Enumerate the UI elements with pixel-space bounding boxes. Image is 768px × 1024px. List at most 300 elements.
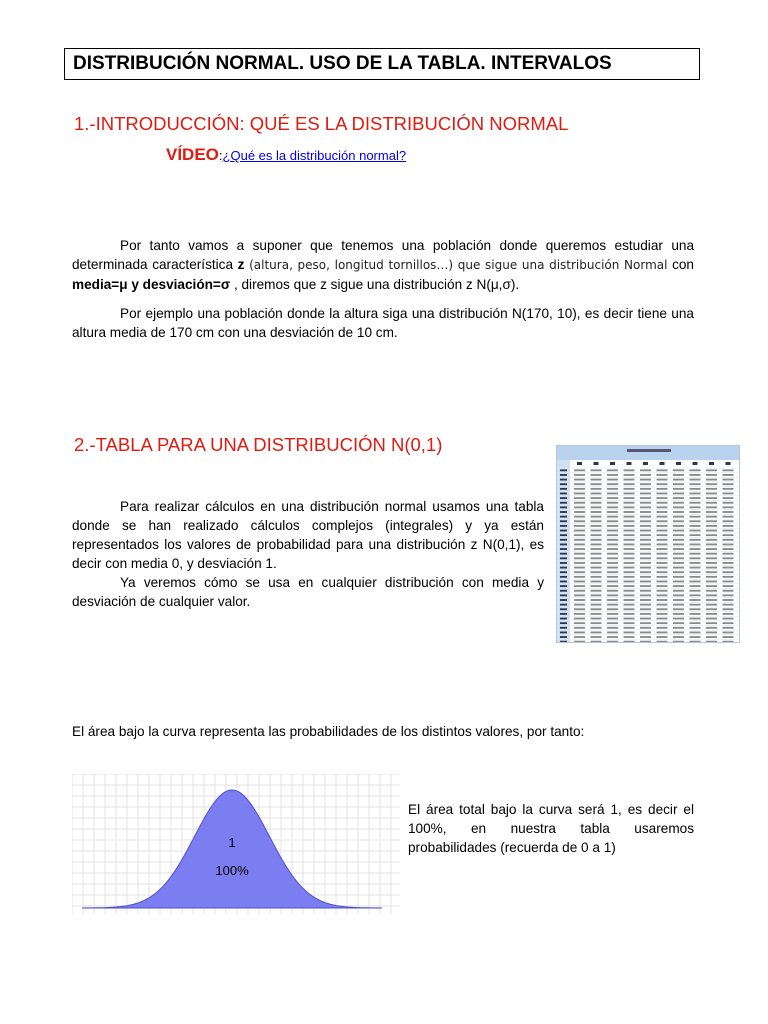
- table-cell-text: [673, 557, 684, 559]
- table-cell-text: [624, 581, 635, 583]
- table-cell-text: [706, 483, 717, 485]
- table-cell-text: [706, 627, 717, 629]
- table-cell-text: [723, 594, 734, 596]
- table-cell-text: [574, 516, 585, 518]
- table-cell-text: [591, 627, 602, 629]
- table-cell-text: [624, 502, 635, 504]
- table-cell-text: [673, 534, 684, 536]
- table-cell-text: [591, 604, 602, 606]
- para1-text-a: Por tanto vamos a suponer que tenemos una población donde queremos estudiar una determinada característica: [72, 238, 694, 272]
- table-cell-text: [624, 641, 635, 643]
- table-cell-text: [624, 613, 635, 615]
- table-cell-text: [657, 493, 668, 495]
- table-cell-text: [690, 483, 701, 485]
- table-cell-text: [624, 548, 635, 550]
- table-cell-text: [640, 571, 651, 573]
- table-row-label: [560, 488, 567, 490]
- table-cell-text: [690, 641, 701, 643]
- table-cell-text: [673, 548, 684, 550]
- table-cell-text: [657, 585, 668, 587]
- table-cell-text: [624, 627, 635, 629]
- table-cell-text: [624, 479, 635, 481]
- table-cell-text: [607, 585, 618, 587]
- table-cell-text: [591, 520, 602, 522]
- table-cell-text: [657, 525, 668, 527]
- table-cell-text: [591, 539, 602, 541]
- table-row-label: [560, 567, 567, 569]
- table-cell-text: [607, 641, 618, 643]
- table-cell-text: [591, 562, 602, 564]
- table-cell-text: [706, 525, 717, 527]
- table-cell-text: [723, 516, 734, 518]
- table-cell-text: [591, 493, 602, 495]
- table-cell-text: [640, 479, 651, 481]
- table-cell-text: [607, 506, 618, 508]
- table-cell-text: [690, 557, 701, 559]
- table-cell-text: [706, 469, 717, 471]
- table-cell-text: [607, 497, 618, 499]
- table-row-label: [560, 525, 567, 527]
- table-cell-text: [723, 506, 734, 508]
- table-row-label: [560, 627, 567, 629]
- table-cell-text: [657, 511, 668, 513]
- table-paragraph-1: [72, 497, 544, 573]
- table-cell-text: [640, 585, 651, 587]
- table-cell-text: [574, 557, 585, 559]
- table-cell-text: [657, 483, 668, 485]
- table-cell-text: [690, 618, 701, 620]
- table-cell-text: [607, 530, 618, 532]
- table-row-label: [560, 516, 567, 518]
- table-cell-text: [690, 469, 701, 471]
- table-cell-text: [591, 585, 602, 587]
- section-2-heading: 2.-TABLA PARA UNA DISTRIBUCIÓN N(0,1): [74, 434, 443, 455]
- table-cell-text: [657, 502, 668, 504]
- table-cell-text: [624, 469, 635, 471]
- table-cell-text: [624, 622, 635, 624]
- table-col-label: [676, 462, 681, 465]
- table-row-label: [560, 474, 567, 476]
- table-cell-text: [723, 493, 734, 495]
- table-cell-text: [574, 594, 585, 596]
- table-cell-text: [640, 520, 651, 522]
- table-cell-text: [673, 585, 684, 587]
- table-col-label: [726, 462, 731, 465]
- table-cell-text: [673, 594, 684, 596]
- table-cell-text: [624, 604, 635, 606]
- table-cell-text: [624, 576, 635, 578]
- table-cell-text: [574, 599, 585, 601]
- table-cell-text: [690, 576, 701, 578]
- table-cell-text: [607, 557, 618, 559]
- table-cell-text: [657, 553, 668, 555]
- table-cell-text: [607, 567, 618, 569]
- table-cell-text: [640, 608, 651, 610]
- table-row-label: [560, 557, 567, 559]
- table-cell-text: [591, 590, 602, 592]
- table-cell-text: [673, 576, 684, 578]
- table-cell-text: [624, 516, 635, 518]
- table-cell-text: [607, 608, 618, 610]
- table-col-label: [643, 462, 648, 465]
- video-label: VÍDEO: [166, 145, 219, 164]
- table-cell-text: [690, 594, 701, 596]
- table-cell-text: [706, 604, 717, 606]
- table-row-label: [560, 530, 567, 532]
- table-cell-text: [657, 506, 668, 508]
- table-row-label: [560, 599, 567, 601]
- table-cell-text: [624, 562, 635, 564]
- table-cell-text: [690, 627, 701, 629]
- table-cell-text: [723, 608, 734, 610]
- table-header-band: [557, 446, 740, 460]
- table-row-label: [560, 604, 567, 606]
- table-cell-text: [673, 539, 684, 541]
- table-cell-text: [591, 622, 602, 624]
- section-1-heading: 1.-INTRODUCCIÓN: QUÉ ES LA DISTRIBUCIÓN NORMAL: [74, 113, 569, 134]
- table-cell-text: [607, 516, 618, 518]
- table-cell-text: [591, 483, 602, 485]
- table-cell-text: [574, 576, 585, 578]
- table-cell-text: [673, 497, 684, 499]
- table-cell-text: [723, 627, 734, 629]
- table-cell-text: [657, 530, 668, 532]
- table-cell-text: [673, 631, 684, 633]
- table-cell-text: [640, 525, 651, 527]
- table-cell-text: [640, 636, 651, 638]
- table-cell-text: [591, 613, 602, 615]
- table-row-label: [560, 506, 567, 508]
- table-cell-text: [706, 497, 717, 499]
- para1-text-b: (altura, peso, longitud tornillos…) que sigue una distribución Normal: [244, 258, 668, 272]
- table-cell-text: [690, 488, 701, 490]
- table-cell-text: [723, 502, 734, 504]
- table-cell-text: [706, 590, 717, 592]
- table-cell-text: [607, 594, 618, 596]
- table-cell-text: [640, 604, 651, 606]
- table-cell-text: [574, 530, 585, 532]
- table-cell-text: [624, 474, 635, 476]
- table-cell-text: [690, 608, 701, 610]
- table-cell-text: [574, 571, 585, 573]
- table-cell-text: [574, 506, 585, 508]
- table-cell-text: [624, 497, 635, 499]
- table-cell-text: [574, 627, 585, 629]
- area-total-text: El área total bajo la curva será 1, es decir el 100%, en nuestra tabla usaremos probabilidades (recuerda de 0 a 1): [408, 802, 694, 855]
- table-col-label: [709, 462, 714, 465]
- table-cell-text: [607, 520, 618, 522]
- table-cell-text: [723, 613, 734, 615]
- table-cell-text: [673, 618, 684, 620]
- table-cell-text: [690, 585, 701, 587]
- table-cell-text: [591, 469, 602, 471]
- intro-paragraph-1: [72, 236, 694, 294]
- table-cell-text: [591, 488, 602, 490]
- table-cell-text: [607, 636, 618, 638]
- table-cell-text: [706, 488, 717, 490]
- table-cell-text: [657, 497, 668, 499]
- table-cell-text: [607, 511, 618, 513]
- table-cell-text: [640, 567, 651, 569]
- para1-text-d: , diremos que z sigue una distribución z N(μ,σ).: [230, 277, 520, 292]
- table-cell-text: [690, 520, 701, 522]
- table-cell-text: [624, 594, 635, 596]
- para2-text: Por ejemplo una población donde la altura siga una distribución N(170, 10), es decir tiene una altura media de 170 cm con una desviación de 10 cm.: [72, 306, 694, 340]
- table-cell-text: [657, 567, 668, 569]
- video-link[interactable]: ¿Qué es la distribución normal?: [222, 148, 407, 163]
- table-cell-text: [607, 581, 618, 583]
- table-cell-text: [591, 608, 602, 610]
- table-cell-text: [591, 548, 602, 550]
- table-row-label: [560, 581, 567, 583]
- table-cell-text: [591, 581, 602, 583]
- table-row-label: [560, 562, 567, 564]
- table-cell-text: [690, 525, 701, 527]
- table-cell-text: [706, 479, 717, 481]
- table-cell-text: [640, 543, 651, 545]
- table-cell-text: [673, 636, 684, 638]
- table-cell-text: [574, 474, 585, 476]
- table-cell-text: [640, 594, 651, 596]
- table-cell-text: [690, 539, 701, 541]
- table-cell-text: [607, 613, 618, 615]
- table-cell-text: [690, 604, 701, 606]
- table-cell-text: [657, 641, 668, 643]
- table-cell-text: [723, 581, 734, 583]
- table-row-label: [560, 511, 567, 513]
- table-cell-text: [574, 618, 585, 620]
- table-cell-text: [706, 576, 717, 578]
- table-cell-text: [624, 539, 635, 541]
- table-cell-text: [607, 493, 618, 495]
- table-cell-text: [624, 571, 635, 573]
- table-cell-text: [624, 590, 635, 592]
- table-cell-text: [624, 631, 635, 633]
- table-row-label: [560, 641, 567, 643]
- table-cell-text: [673, 608, 684, 610]
- table-row-label: [560, 613, 567, 615]
- table-cell-text: [706, 608, 717, 610]
- table-cell-text: [640, 506, 651, 508]
- table-cell-text: [640, 534, 651, 536]
- table-cell-text: [723, 636, 734, 638]
- table-cell-text: [690, 613, 701, 615]
- table-cell-text: [673, 553, 684, 555]
- table-cell-text: [706, 520, 717, 522]
- table-cell-text: [706, 581, 717, 583]
- table-cell-text: [706, 553, 717, 555]
- table-cell-text: [673, 543, 684, 545]
- table-cell-text: [723, 479, 734, 481]
- table-cell-text: [591, 618, 602, 620]
- table-cell-text: [723, 469, 734, 471]
- table-col-label: [693, 462, 698, 465]
- table-cell-text: [591, 594, 602, 596]
- table-row-label: [560, 534, 567, 536]
- table-cell-text: [706, 618, 717, 620]
- table-cell-text: [657, 479, 668, 481]
- table-cell-text: [607, 590, 618, 592]
- table-cell-text: [640, 511, 651, 513]
- table-cell-text: [657, 636, 668, 638]
- table-cell-text: [690, 590, 701, 592]
- table-cell-text: [657, 581, 668, 583]
- table-title-text: [627, 449, 671, 452]
- table-cell-text: [640, 497, 651, 499]
- table-col-label: [594, 462, 599, 465]
- table-cell-text: [673, 506, 684, 508]
- table-cell-text: [657, 520, 668, 522]
- table-para1-text: Para realizar cálculos en una distribución normal usamos una tabla donde se han realizado cálculos complejos (integrales) y ya están representados los valores de probabilidad para una distribución z N(0,1), es decir con media 0, y desviación 1.: [72, 499, 544, 571]
- table-cell-text: [591, 571, 602, 573]
- table-cell-text: [723, 534, 734, 536]
- table-cell-text: [624, 567, 635, 569]
- table-cell-text: [640, 562, 651, 564]
- table-row-label: [560, 543, 567, 545]
- table-cell-text: [690, 506, 701, 508]
- table-row-label: [560, 576, 567, 578]
- table-cell-text: [624, 488, 635, 490]
- table-cell-text: [673, 571, 684, 573]
- table-cell-text: [706, 543, 717, 545]
- table-row-label: [560, 483, 567, 485]
- table-cell-text: [607, 622, 618, 624]
- table-cell-text: [690, 493, 701, 495]
- table-cell-text: [607, 474, 618, 476]
- table-cell-text: [640, 488, 651, 490]
- table-cell-text: [657, 613, 668, 615]
- table-cell-text: [607, 483, 618, 485]
- table-cell-text: [640, 627, 651, 629]
- table-cell-text: [574, 562, 585, 564]
- table-cell-text: [574, 604, 585, 606]
- table-cell-text: [706, 594, 717, 596]
- table-cell-text: [591, 474, 602, 476]
- table-cell-text: [657, 631, 668, 633]
- table-col-label: [627, 462, 632, 465]
- table-cell-text: [723, 599, 734, 601]
- table-cell-text: [591, 525, 602, 527]
- table-cell-text: [591, 479, 602, 481]
- table-cell-text: [657, 562, 668, 564]
- table-cell-text: [607, 525, 618, 527]
- table-cell-text: [706, 571, 717, 573]
- table-cell-text: [574, 608, 585, 610]
- table-row-label: [560, 502, 567, 504]
- table-cell-text: [673, 613, 684, 615]
- table-cell-text: [591, 557, 602, 559]
- table-cell-text: [706, 557, 717, 559]
- table-cell-text: [673, 562, 684, 564]
- table-cell-text: [706, 631, 717, 633]
- table-cell-text: [607, 599, 618, 601]
- table-cell-text: [640, 469, 651, 471]
- table-cell-text: [690, 631, 701, 633]
- table-cell-text: [673, 604, 684, 606]
- table-cell-text: [574, 539, 585, 541]
- table-row-label: [560, 571, 567, 573]
- table-row-label: [560, 497, 567, 499]
- table-cell-text: [657, 488, 668, 490]
- table-cell-text: [640, 631, 651, 633]
- table-cell-text: [706, 548, 717, 550]
- table-cell-text: [607, 548, 618, 550]
- table-cell-text: [690, 530, 701, 532]
- table-cell-text: [706, 585, 717, 587]
- table-cell-text: [690, 516, 701, 518]
- table-cell-text: [723, 571, 734, 573]
- table-cell-text: [574, 641, 585, 643]
- para1-z: z: [237, 257, 245, 272]
- table-cell-text: [640, 474, 651, 476]
- table-cell-text: [690, 511, 701, 513]
- table-cell-text: [640, 530, 651, 532]
- table-cell-text: [673, 469, 684, 471]
- table-cell-text: [574, 469, 585, 471]
- table-cell-text: [624, 636, 635, 638]
- table-cell-text: [673, 627, 684, 629]
- table-cell-text: [591, 641, 602, 643]
- table-cell-text: [640, 618, 651, 620]
- table-cell-text: [723, 557, 734, 559]
- table-cell-text: [591, 636, 602, 638]
- table-cell-text: [723, 585, 734, 587]
- table-cell-text: [673, 488, 684, 490]
- table-cell-text: [723, 631, 734, 633]
- table-cell-text: [624, 608, 635, 610]
- table-cell-text: [574, 502, 585, 504]
- table-cell-text: [591, 511, 602, 513]
- table-cell-text: [607, 469, 618, 471]
- table-row-label: [560, 539, 567, 541]
- table-cell-text: [574, 511, 585, 513]
- table-cell-text: [591, 553, 602, 555]
- table-cell-text: [607, 479, 618, 481]
- normal-table-graphic: [557, 446, 740, 643]
- table-cell-text: [591, 576, 602, 578]
- table-cell-text: [723, 497, 734, 499]
- video-line: [166, 145, 406, 165]
- table-cell-text: [624, 534, 635, 536]
- table-cell-text: [640, 613, 651, 615]
- table-cell-text: [723, 604, 734, 606]
- table-cell-text: [640, 553, 651, 555]
- document-title: DISTRIBUCIÓN NORMAL. USO DE LA TABLA. INTERVALOS: [64, 48, 700, 80]
- table-row-label: [560, 493, 567, 495]
- table-cell-text: [723, 525, 734, 527]
- table-cell-text: [574, 483, 585, 485]
- table-cell-text: [690, 474, 701, 476]
- table-cell-text: [690, 562, 701, 564]
- table-cell-text: [673, 479, 684, 481]
- table-cell-text: [673, 511, 684, 513]
- table-cell-text: [673, 502, 684, 504]
- table-cell-text: [673, 590, 684, 592]
- table-cell-text: [690, 636, 701, 638]
- table-cell-text: [673, 493, 684, 495]
- area-intro: [72, 722, 712, 741]
- table-cell-text: [574, 567, 585, 569]
- table-cell-text: [607, 631, 618, 633]
- table-cell-text: [690, 622, 701, 624]
- table-cell-text: [723, 618, 734, 620]
- table-cell-text: [657, 599, 668, 601]
- table-cell-text: [723, 562, 734, 564]
- table-cell-text: [723, 641, 734, 643]
- table-cell-text: [624, 557, 635, 559]
- table-cell-text: [690, 502, 701, 504]
- table-cell-text: [706, 539, 717, 541]
